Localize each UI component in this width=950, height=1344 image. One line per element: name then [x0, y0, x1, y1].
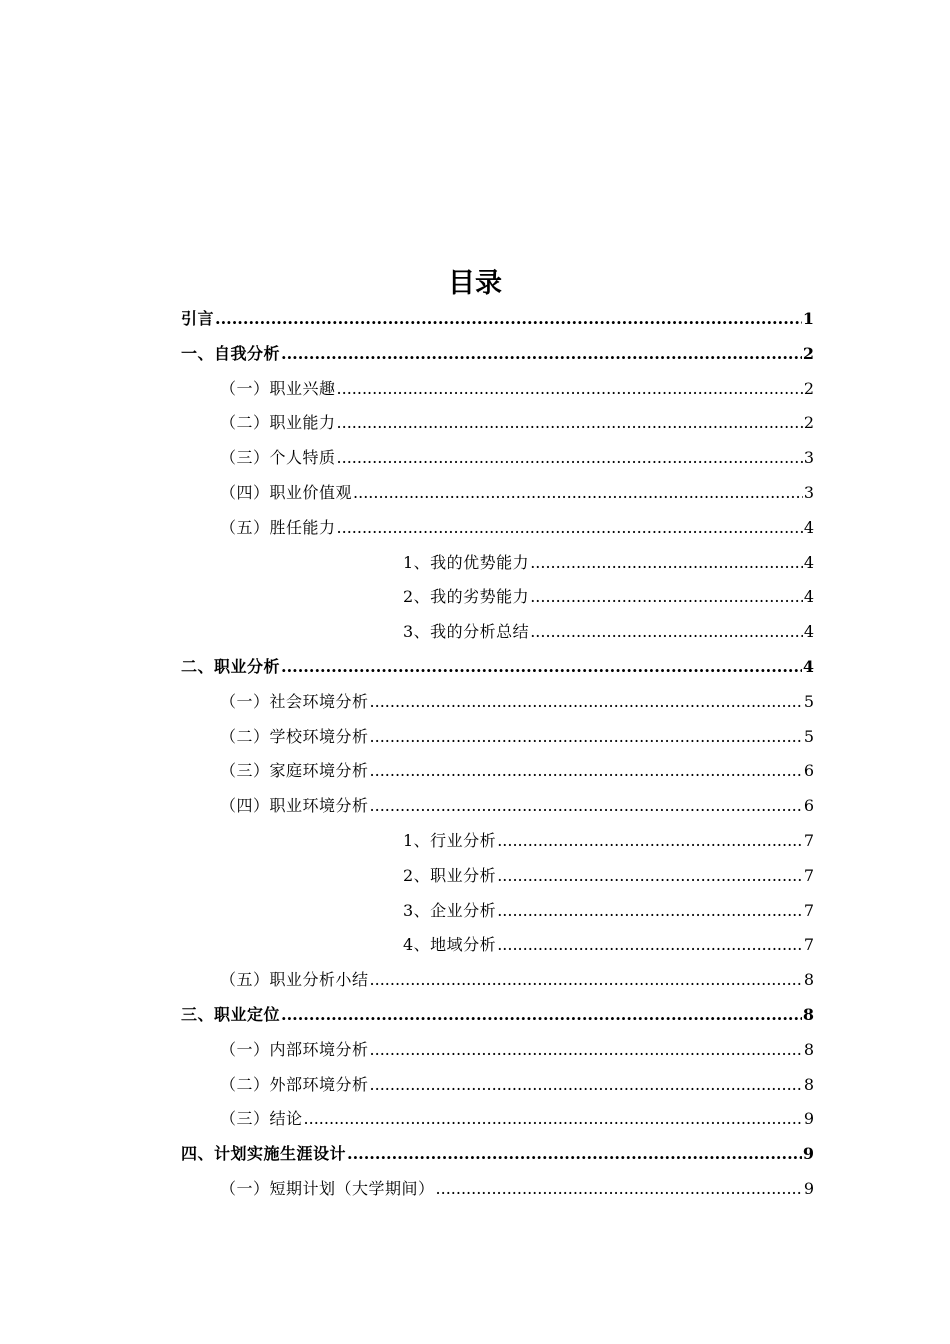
toc-dot-leader: [304, 1101, 803, 1136]
toc-entry-label: （一）社会环境分析: [220, 691, 369, 711]
toc-dot-leader: [370, 719, 803, 754]
toc-dot-leader: [281, 649, 802, 684]
toc-dot-leader: [347, 1136, 802, 1171]
toc-dot-leader: [353, 475, 803, 510]
toc-entry[interactable]: [0, 614, 814, 649]
toc-entry-label: 3、企业分析: [403, 900, 497, 920]
toc-entry-label: （三）结论: [220, 1109, 303, 1129]
toc-page-number: 7: [803, 900, 814, 920]
toc-entry-label: （一）内部环境分析: [220, 1039, 369, 1059]
toc-entry[interactable]: [0, 475, 814, 510]
toc-entry[interactable]: [0, 579, 814, 614]
toc-entry-label: 1、我的优势能力: [403, 552, 530, 572]
toc-entry-label: （二）外部环境分析: [220, 1074, 369, 1094]
toc-page-number: 2: [802, 343, 814, 363]
toc-entry[interactable]: [0, 927, 814, 962]
toc-dot-leader: [497, 927, 803, 962]
toc-entry[interactable]: [0, 545, 814, 580]
toc-entry[interactable]: [0, 1032, 814, 1067]
toc-entry[interactable]: [0, 823, 814, 858]
toc-dot-leader: [337, 440, 803, 475]
toc-entry-label: 一、自我分析: [181, 343, 281, 363]
toc-entry[interactable]: [0, 1067, 814, 1102]
toc-page-number: 4: [803, 552, 814, 572]
toc-entry-label: （二）学校环境分析: [220, 726, 369, 746]
toc-page-number: 9: [802, 1144, 814, 1164]
toc-dot-leader: [436, 1171, 803, 1206]
toc-dot-leader: [337, 510, 803, 545]
toc-entry-label: （三）家庭环境分析: [220, 761, 369, 781]
toc-page-number: 4: [803, 587, 814, 607]
toc-entry-label: 三、职业定位: [181, 1005, 281, 1024]
toc-page-number: 4: [802, 657, 814, 676]
toc-entry[interactable]: [0, 1136, 814, 1171]
toc-entry-label: 二、职业分析: [181, 657, 281, 676]
toc-dot-leader: [370, 753, 803, 788]
toc-page-number: 7: [803, 831, 814, 850]
toc-page-number: 3: [803, 483, 814, 502]
toc-dot-leader: [497, 823, 803, 858]
toc-entry-label: （一）短期计划（大学期间）: [220, 1179, 435, 1198]
toc-page-number: 4: [803, 622, 814, 642]
toc-page-number: 7: [803, 865, 814, 885]
toc-dot-leader: [530, 579, 803, 614]
toc-entry-label: （一）职业兴趣: [220, 378, 336, 398]
toc-entry-label: （二）职业能力: [220, 413, 336, 433]
toc-entry[interactable]: [0, 510, 814, 545]
toc-dot-leader: [370, 684, 803, 719]
toc-page-number: 9: [803, 1109, 814, 1129]
toc-entry[interactable]: [0, 336, 814, 371]
toc-entry-label: （五）职业分析小结: [220, 970, 369, 990]
toc-entry[interactable]: [0, 440, 814, 475]
toc-entry-label: 2、我的劣势能力: [403, 587, 530, 607]
toc-dot-leader: [370, 962, 803, 997]
toc-dot-leader: [281, 997, 802, 1032]
toc-dot-leader: [497, 858, 803, 893]
toc-page-number: 8: [803, 1074, 814, 1094]
toc-entry[interactable]: [0, 649, 814, 684]
toc-entry-label: 引言: [181, 309, 215, 328]
toc-page-number: 8: [803, 970, 814, 990]
toc-dot-leader: [530, 545, 803, 580]
toc-entry-label: （四）职业环境分析: [220, 796, 369, 816]
toc-title: 目录: [448, 268, 502, 299]
toc-dot-leader: [497, 893, 803, 928]
toc-page-number: 7: [803, 935, 814, 955]
toc-page-number: 2: [803, 378, 814, 398]
toc-page-number: 5: [803, 726, 814, 746]
toc-page-number: 8: [802, 1005, 814, 1024]
toc-entry[interactable]: [0, 371, 814, 406]
toc-page-number: 6: [803, 761, 814, 781]
toc-dot-leader: [337, 371, 803, 406]
toc-entry-label: 4、地域分析: [403, 935, 497, 955]
toc-entry[interactable]: [0, 962, 814, 997]
toc-page-number: 9: [803, 1179, 814, 1198]
toc-page-number: 3: [803, 448, 814, 468]
toc-entry[interactable]: [0, 1171, 814, 1206]
toc-entry-label: 1、行业分析: [403, 831, 497, 850]
toc-dot-leader: [281, 336, 802, 371]
toc-entry[interactable]: [0, 858, 814, 893]
toc-dot-leader: [337, 405, 803, 440]
toc-dot-leader: [530, 614, 803, 649]
toc-dot-leader: [370, 1032, 803, 1067]
toc-entry[interactable]: [0, 684, 814, 719]
toc-page-number: 6: [803, 796, 814, 816]
toc-entry-label: （五）胜任能力: [220, 517, 336, 537]
toc-page-number: 4: [803, 517, 814, 537]
toc-entry-label: 2、职业分析: [403, 865, 497, 885]
toc-dot-leader: [215, 301, 802, 336]
toc-entry[interactable]: [0, 788, 814, 823]
toc-page-number: 1: [802, 309, 814, 328]
toc-entry-label: 3、我的分析总结: [403, 622, 530, 642]
toc-entry-label: 四、计划实施生涯设计: [181, 1144, 347, 1164]
toc-entry[interactable]: [0, 719, 814, 754]
toc-entry-label: （四）职业价值观: [220, 483, 353, 502]
toc-entry[interactable]: [0, 893, 814, 928]
toc-entry[interactable]: [0, 753, 814, 788]
toc-page-number: 5: [803, 691, 814, 711]
toc-entry[interactable]: [0, 1101, 814, 1136]
toc-entry-label: （三）个人特质: [220, 448, 336, 468]
toc-entry[interactable]: [0, 405, 814, 440]
toc-page-number: 2: [803, 413, 814, 433]
toc-entry[interactable]: [0, 997, 814, 1032]
toc-dot-leader: [370, 1067, 803, 1102]
toc-entry[interactable]: [0, 301, 814, 336]
toc-page-number: 8: [803, 1039, 814, 1059]
toc-dot-leader: [370, 788, 803, 823]
